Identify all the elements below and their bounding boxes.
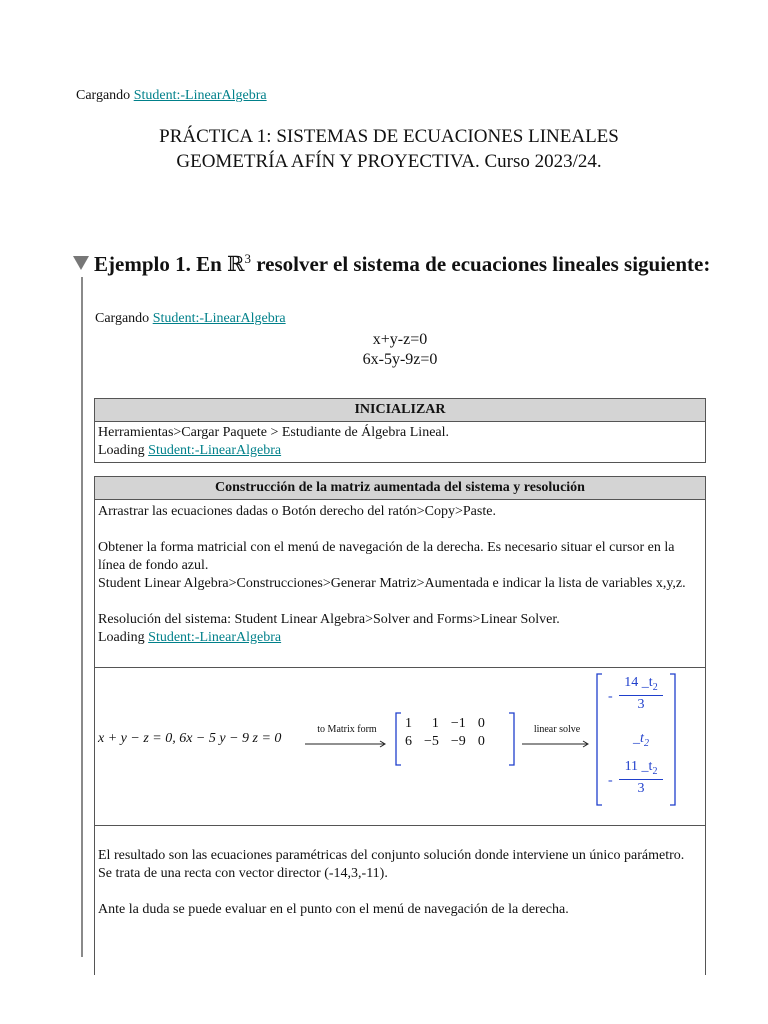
input-equations[interactable]: x + y − z = 0, 6x − 5 y − 9 z = 0 bbox=[98, 731, 282, 746]
matrix-loading-line bbox=[98, 629, 702, 647]
to-matrix-arrow bbox=[305, 724, 389, 753]
minus-sign: - bbox=[608, 689, 613, 704]
matrix-cell: 1 bbox=[431, 716, 439, 731]
init-instruction: Herramientas>Cargar Paquete > Estudiante de Álgebra Lineal. bbox=[98, 425, 450, 440]
matrix-cell: 0 bbox=[477, 716, 485, 731]
dimension-superscript: 3 bbox=[244, 251, 251, 266]
arrow-label: linear solve bbox=[533, 724, 581, 735]
package-link[interactable]: Student:-LinearAlgebra bbox=[133, 88, 267, 103]
loading-prefix: Cargando bbox=[95, 311, 150, 326]
package-link[interactable]: Student:-LinearAlgebra bbox=[148, 630, 282, 645]
solution-x-numerator bbox=[617, 675, 665, 693]
title-line-1: PRÁCTICA 1: SISTEMAS DE ECUACIONES LINEALES bbox=[159, 126, 619, 147]
package-link[interactable]: Student:-LinearAlgebra bbox=[148, 443, 282, 458]
parameter-text: _t bbox=[633, 731, 644, 746]
numerator-text: 14 _t bbox=[624, 675, 653, 690]
matrix-cell: 6 bbox=[405, 734, 412, 749]
result-paragraph-3: Ante la duda se puede evaluar en el punto con el menú de navegación de la derecha. bbox=[98, 902, 569, 917]
section-loading-line bbox=[95, 311, 286, 327]
matrix-row bbox=[399, 733, 491, 751]
instruction-solver: Resolución del sistema: Student Linear Algebra>Solver and Forms>Linear Solver. bbox=[98, 612, 560, 627]
matrix-table bbox=[399, 715, 491, 751]
matrix-cell: 0 bbox=[477, 734, 485, 749]
math-output-row[interactable] bbox=[94, 667, 706, 826]
left-bracket-icon bbox=[595, 673, 603, 806]
instruction-augmented: Student Linear Algebra>Construcciones>Generar Matriz>Aumentada e indicar la lista de variables x,y,z. bbox=[98, 576, 686, 591]
solution-vector[interactable] bbox=[595, 673, 679, 806]
system-equations bbox=[0, 330, 768, 370]
page-title bbox=[0, 124, 768, 174]
fraction-bar bbox=[619, 695, 663, 696]
linear-solve-arrow bbox=[522, 724, 592, 753]
title-line-2: GEOMETRÍA AFÍN Y PROYECTIVA. Curso 2023/24. bbox=[176, 151, 602, 172]
subscript: 2 bbox=[652, 681, 658, 693]
solution-x-denominator: 3 bbox=[637, 697, 645, 712]
heading-text-2: resolver el sistema de ecuaciones lineales siguiente: bbox=[250, 252, 711, 276]
solution-z-numerator bbox=[617, 759, 665, 777]
matrix-cell: −1 bbox=[450, 716, 466, 731]
matrix-row bbox=[399, 715, 491, 733]
equation-1: x+y-z=0 bbox=[372, 331, 428, 348]
init-box bbox=[94, 398, 706, 463]
loading-prefix: Loading bbox=[98, 630, 145, 645]
solution-y bbox=[617, 731, 665, 749]
matrix-cell: −5 bbox=[424, 734, 439, 749]
init-box-header: INICIALIZAR bbox=[95, 399, 705, 422]
result-paragraph-2: Se trata de una recta con vector director (-14,3,-11). bbox=[98, 866, 388, 881]
minus-sign: - bbox=[608, 773, 613, 788]
section-bracket-line bbox=[81, 277, 83, 957]
matrix-cell: −9 bbox=[450, 734, 466, 749]
init-loading-line bbox=[98, 442, 702, 460]
matrix-construction-box bbox=[94, 476, 706, 668]
collapse-triangle-icon[interactable] bbox=[73, 256, 89, 270]
solution-z-denominator: 3 bbox=[637, 781, 645, 796]
instruction-drag: Arrastrar las ecuaciones dadas o Botón derecho del ratón>Copy>Paste. bbox=[98, 504, 496, 519]
package-link[interactable]: Student:-LinearAlgebra bbox=[152, 311, 286, 326]
heading-text-1: Ejemplo 1. En bbox=[94, 252, 228, 276]
matrix-cell: 1 bbox=[405, 716, 412, 731]
subscript: 2 bbox=[643, 737, 649, 749]
loading-prefix: Loading bbox=[98, 443, 145, 458]
right-bracket-icon bbox=[508, 712, 516, 766]
numerator-text: 11 _t bbox=[624, 759, 653, 774]
result-paragraph-1: El resultado son las ecuaciones paramétricas del conjunto solución donde interviene un único parámetro. bbox=[98, 848, 685, 863]
right-arrow-icon bbox=[305, 740, 389, 748]
section-heading bbox=[94, 251, 714, 278]
loading-prefix: Cargando bbox=[76, 88, 131, 103]
equation-2: 6x-5y-9z=0 bbox=[362, 351, 438, 368]
real-numbers-symbol: ℝ bbox=[227, 252, 245, 276]
top-loading-line bbox=[76, 88, 267, 104]
arrow-label: to Matrix form bbox=[317, 724, 377, 735]
matrix-box-header: Construcción de la matriz aumentada del sistema y resolución bbox=[95, 477, 705, 500]
right-arrow-icon bbox=[522, 740, 592, 748]
right-bracket-icon bbox=[669, 673, 677, 806]
subscript: 2 bbox=[652, 765, 658, 777]
instruction-matrix-form: Obtener la forma matricial con el menú de navegación de la derecha. Es necesario situar el cursor en la línea de fondo azul. bbox=[98, 540, 675, 573]
fraction-bar bbox=[619, 779, 663, 780]
result-box bbox=[94, 825, 706, 975]
